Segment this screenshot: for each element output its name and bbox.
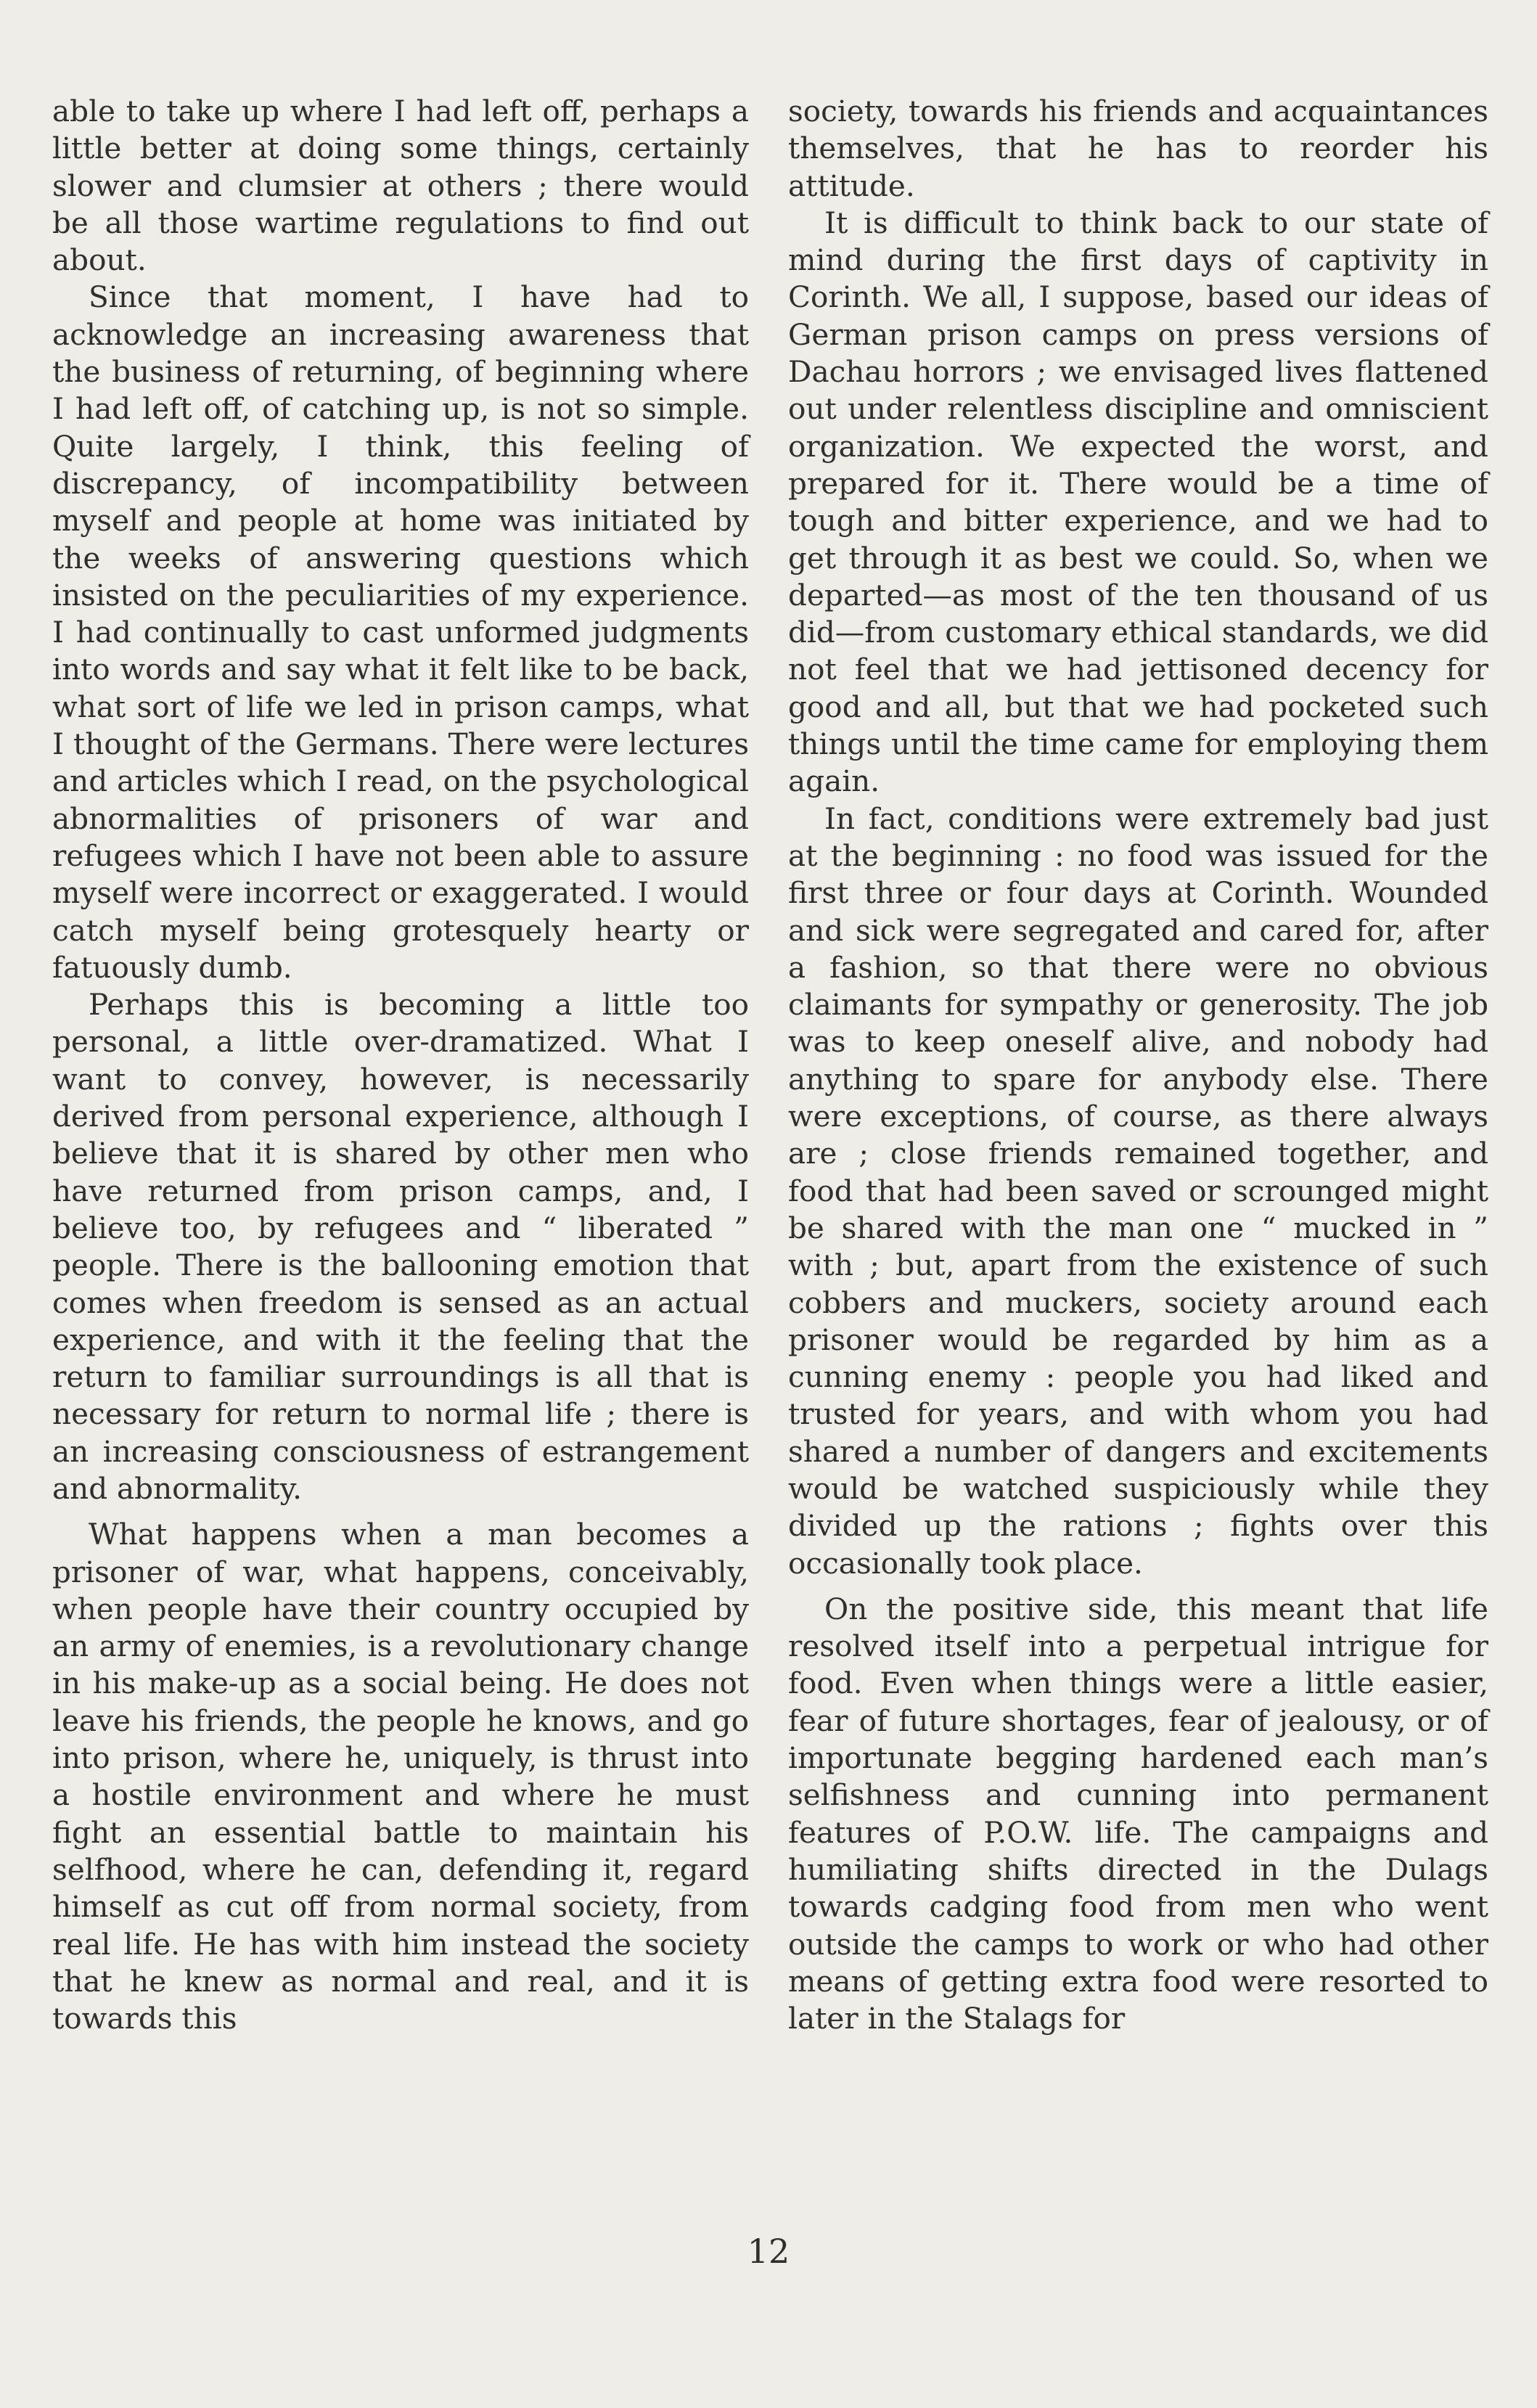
left-paragraph-4: What happens when a man becomes a prisoner of war, what happens, conceivably, when people have their country occupied by an army of enemies, is a revolutionary change in his make-up as a social being. He does not leave his friends, the people he knows, and go into prison, where he, uniquely, is thrust into a hostile environment and where he must fight an essential battle to maintain his selfhood, where he can, defending it, regard himself as cut off from normal society, from real life. He has with him instead the society that he knew as normal and real, and it is towards this [52, 1517, 749, 2036]
page-number: 12 [747, 2232, 790, 2271]
right-text-column [788, 93, 1488, 2037]
left-text-column [52, 93, 749, 2037]
left-paragraph-1: able to take up where I had left off, perhaps a little better at doing some things, certainly slower and clumsier at others ; there would be all those wartime regulations to find out about. [52, 94, 749, 278]
left-paragraph-2: Since that moment, I have had to acknowledge an increasing awareness that the business of returning, of beginning where I had left off, of catching up, is not so simple. Quite largely, I think, this feeling of discrepancy, of incompatibility between myself and people at home was initiated by the weeks of answering questions which insisted on the peculiarities of my experience. I had continually to cast unformed judgments into words and say what it felt like to be back, what sort of life we led in prison camps, what I thought of the Germans. There were lectures and articles which I read, on the psychological abnormalities of prisoners of war and refugees which I have not been able to assure myself were incorrect or exaggerated. I would catch myself being grotesquely hearty or fatuously dumb. [52, 279, 749, 985]
right-paragraph-1: society, towards his friends and acquaintances themselves, that he has to reorder his attitude. [788, 94, 1488, 203]
right-paragraph-3: In fact, conditions were extremely bad just at the beginning : no food was issued for the first three or four days at Corinth. Wounded and sick were segregated and cared for, after a fashion, so that there were no obvious claimants for sympathy or generosity. The job was to keep oneself alive, and nobody had anything to spare for anybody else. There were exceptions, of course, as there always are ; close friends remained together, and food that had been saved or scrounged might be shared with the man one “ mucked in ” with ; but, apart from the existence of such cobbers and muckers, society around each prisoner would be regarded by him as a cunning enemy : people you had liked and trusted for years, and with whom you had shared a number of dangers and excitements would be watched suspiciously while they divided up the rations ; fights over this occasionally took place. [788, 800, 1488, 1581]
right-paragraph-2: It is difficult to think back to our state of mind during the first days of captivity in Corinth. We all, I suppose, based our ideas of German prison camps on press versions of Dachau horrors ; we envisaged lives flattened out under relentless discipline and omniscient organization. We expected the worst, and prepared for it. There would be a time of tough and bitter experience, and we had to get through it as best we could. So, when we departed—as most of the ten thousand of us did—from customary ethical standards, we did not feel that we had jettisoned decency for good and all, but that we had pocketed such things until the time came for employing them again. [788, 205, 1488, 799]
right-paragraph-4: On the positive side, this meant that life resolved itself into a perpetual intrigue for food. Even when things were a little easier, fear of future shortages, fear of jealousy, or of importunate begging hardened each man’s selfishness and cunning into permanent features of P.O.W. life. The campaigns and humiliating shifts directed in the Dulags towards cadging food from men who went outside the camps to work or who had other means of getting extra food were resorted to later in the Stalags for [788, 1591, 1488, 2036]
left-paragraph-3: Perhaps this is becoming a little too personal, a little over-dramatized. What I want to convey, however, is necessarily derived from personal experience, although I believe that it is shared by other men who have returned from prison camps, and, I believe too, by refugees and “ liberated ” people. There is the ballooning emotion that comes when freedom is sensed as an actual experience, and with it the feeling that the return to familiar surroundings is all that is necessary for return to normal life ; there is an increasing consciousness of estrangement and abnormality. [52, 987, 749, 1506]
